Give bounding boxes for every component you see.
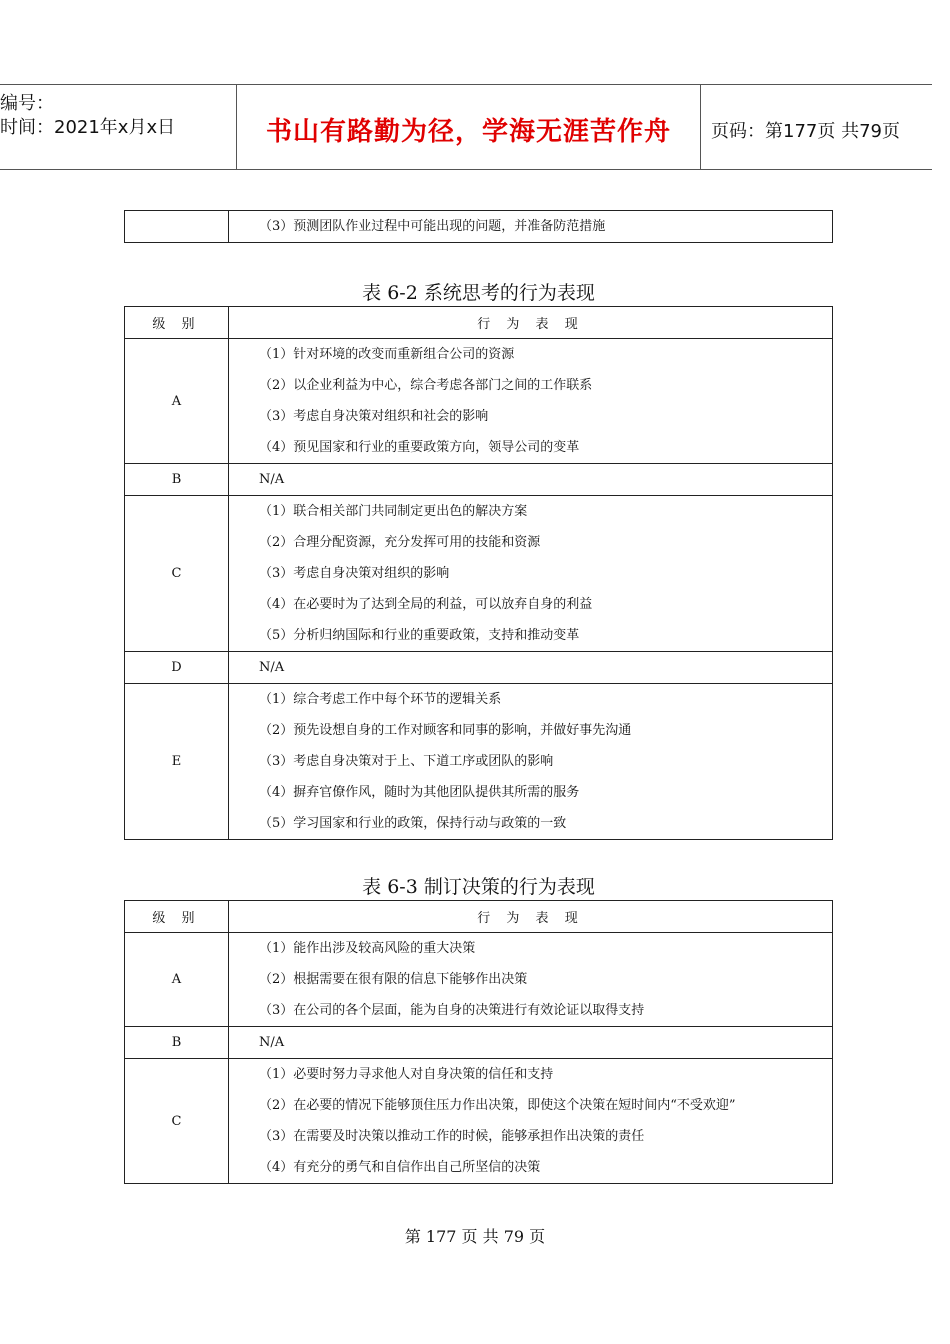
behavior-cell <box>229 1059 833 1184</box>
behavior-cell <box>229 652 833 684</box>
behavior-item: （1）综合考虑工作中每个环节的逻辑关系 <box>259 692 502 707</box>
behavior-item: （4）有充分的勇气和自信作出自己所坚信的决策 <box>259 1160 541 1175</box>
behavior-cell <box>229 211 833 243</box>
level-cell: A <box>125 933 229 1027</box>
behavior-cell <box>229 684 833 840</box>
level-cell <box>125 211 229 243</box>
behavior-cell <box>229 339 833 464</box>
table-row <box>125 211 833 243</box>
behavior-item: （2）预先设想自身的工作对顾客和同事的影响，并做好事先沟通 <box>259 723 632 738</box>
table-header-row <box>125 307 833 339</box>
behavior-item: （2）在必要的情况下能够顶住压力作出决策，即使这个决策在短时间内“不受欢迎” <box>259 1098 736 1113</box>
table-row <box>125 933 833 1027</box>
behavior-item: （3）考虑自身决策对于上、下道工序或团队的影响 <box>259 754 554 769</box>
table-header-row <box>125 901 833 933</box>
behavior-item: （2）合理分配资源，充分发挥可用的技能和资源 <box>259 535 541 550</box>
behavior-item: （3）在公司的各个层面，能为自身的决策进行有效论证以取得支持 <box>259 1003 645 1018</box>
behavior-item: （4）在必要时为了达到全局的利益，可以放弃自身的利益 <box>259 597 593 612</box>
page-footer: 第 177 页 共 79 页 <box>404 1227 546 1246</box>
table-row <box>125 684 833 840</box>
behavior-item: （2）以企业利益为中心，综合考虑各部门之间的工作联系 <box>259 378 593 393</box>
header-motto-cell <box>237 85 701 169</box>
behavior-cell <box>229 496 833 652</box>
document-time-label: 时间：2021年x月x日 <box>0 117 176 138</box>
table-row <box>125 496 833 652</box>
header-left-cell <box>0 85 237 169</box>
level-cell: C <box>125 1059 229 1184</box>
behavior-item: （3）预测团队作业过程中可能出现的问题，并准备防范措施 <box>259 219 606 234</box>
page-header <box>0 84 932 170</box>
level-cell: E <box>125 684 229 840</box>
table-row <box>125 1027 833 1059</box>
behavior-item: （4）摒弃官僚作风，随时为其他团队提供其所需的服务 <box>259 785 580 800</box>
behavior-column-header: 行 为 表 现 <box>229 307 833 339</box>
level-cell: B <box>125 1027 229 1059</box>
behavior-item: （1）针对环境的改变而重新组合公司的资源 <box>259 347 515 362</box>
behavior-item: （5）学习国家和行业的政策，保持行动与政策的一致 <box>259 816 567 831</box>
behavior-item: （3）考虑自身决策对组织的影响 <box>259 566 450 581</box>
behavior-item: N/A <box>259 1035 285 1050</box>
system-thinking-table <box>124 306 833 840</box>
continuation-table <box>124 210 833 243</box>
header-motto: 书山有路勤为径，学海无涯苦作舟 <box>265 117 671 147</box>
behavior-item: （4）预见国家和行业的重要政策方向，领导公司的变革 <box>259 440 580 455</box>
behavior-cell <box>229 933 833 1027</box>
level-cell: C <box>125 496 229 652</box>
table1-caption: 表 6-2 系统思考的行为表现 <box>362 282 595 304</box>
behavior-column-header: 行 为 表 现 <box>229 901 833 933</box>
table-row <box>125 339 833 464</box>
behavior-cell <box>229 1027 833 1059</box>
table2-caption: 表 6-3 制订决策的行为表现 <box>362 876 595 898</box>
behavior-item: N/A <box>259 472 285 487</box>
behavior-item: （3）在需要及时决策以推动工作的时候，能够承担作出决策的责任 <box>259 1129 645 1144</box>
behavior-item: （1）必要时努力寻求他人对自身决策的信任和支持 <box>259 1067 554 1082</box>
behavior-item: （1）联合相关部门共同制定更出色的解决方案 <box>259 504 528 519</box>
behavior-item: （1）能作出涉及较高风险的重大决策 <box>259 941 476 956</box>
table-row <box>125 1059 833 1184</box>
document-number-label: 编号： <box>0 93 54 114</box>
level-cell: A <box>125 339 229 464</box>
behavior-item: （3）考虑自身决策对组织和社会的影响 <box>259 409 489 424</box>
behavior-cell <box>229 464 833 496</box>
table-row <box>125 464 833 496</box>
header-page-cell <box>701 85 932 169</box>
level-column-header: 级 别 <box>125 307 229 339</box>
level-column-header: 级 别 <box>125 901 229 933</box>
behavior-item: （5）分析归纳国际和行业的重要政策，支持和推动变革 <box>259 628 580 643</box>
behavior-item: （2）根据需要在很有限的信息下能够作出决策 <box>259 972 528 987</box>
table-row <box>125 652 833 684</box>
level-cell: B <box>125 464 229 496</box>
behavior-item: N/A <box>259 660 285 675</box>
decision-making-table <box>124 900 833 1184</box>
header-page-info: 页码：第177页 共79页 <box>711 121 900 142</box>
level-cell: D <box>125 652 229 684</box>
